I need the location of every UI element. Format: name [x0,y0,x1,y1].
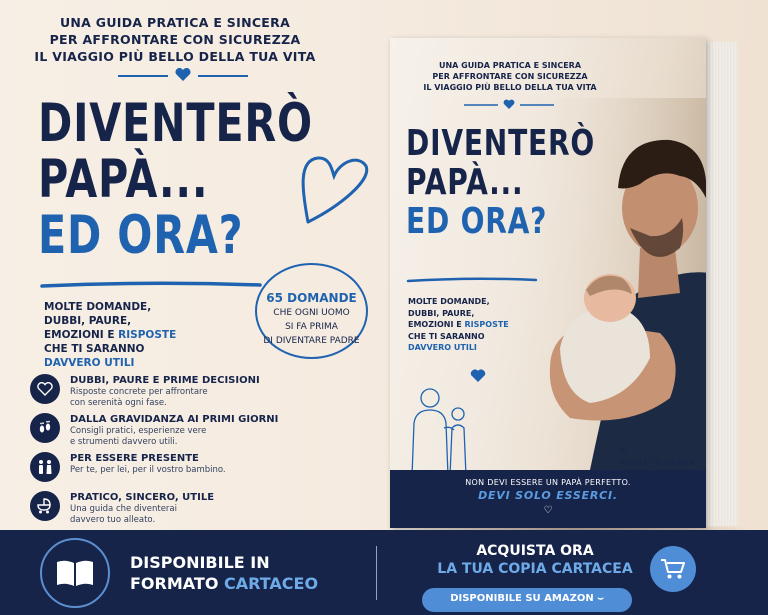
book-subtitle-line: MOLTE DOMANDE, [408,297,490,306]
hand-drawn-heart-icon [300,150,370,230]
feature-title: DUBBI, PAURE E PRIME DECISIONI [70,375,260,386]
feature-desc: con serenità ogni fase. [70,398,167,408]
buy-line: ACQUISTA ORA [476,543,594,559]
heart-icon [30,374,60,404]
availability-line [130,573,318,594]
author-prefix: di [620,446,627,455]
subtitle-line: DUBBI, PAURE, [44,315,132,327]
book-subtitle [408,296,509,354]
book-band [390,470,706,528]
amazon-smile-icon: ⌣ [597,593,604,604]
book-subtitle-line: DUBBI, PAURE, [408,308,475,318]
subtitle-line: MOLTE DOMANDE, [44,301,152,313]
subtitle [44,300,176,370]
book-title-highlight: ED ORA? [406,201,548,242]
feature-item [30,452,280,483]
tagline [20,14,330,65]
book-title [406,124,595,241]
availability-highlight: CARTACEO [224,574,319,593]
feature-title: PRATICO, SINCERO, UTILE [70,492,215,503]
subtitle-text: EMOZIONI E [44,329,119,341]
book-subtitle-highlight: RISPOSTE [464,320,509,329]
brush-underline [40,280,262,290]
band-line: NON DEVI ESSERE UN PAPÀ PERFETTO. [465,478,631,487]
feature-item [30,413,280,447]
main-title [38,93,313,266]
feature-item [30,374,280,408]
book-tagline-line: PER AFFRONTARE CON SICUREZZA [432,72,588,81]
divider [376,546,377,600]
badge-text: SI FA PRIMA [285,322,338,332]
cart-icon[interactable] [650,546,696,592]
book-subtitle-text: EMOZIONI E [408,320,465,329]
title-line-highlight: ED ORA? [38,205,244,266]
feature-desc: Risposte concrete per affrontare [70,387,208,397]
book-author [620,445,694,469]
buy-highlight: LA TUA COPIA CARTACEA [437,561,633,577]
title-line: DIVENTERÒ [38,93,313,154]
badge-text: CHE OGNI UOMO [273,308,350,318]
tagline-line: UNA GUIDA PRATICA E SINCERA [59,15,291,30]
feature-desc: davvero tuo alleato. [70,515,156,525]
tagline-line: IL VIAGGIO PIÙ BELLO DELLA TUA VITA [34,49,316,64]
book-subtitle-highlight: DAVVERO UTILI [408,343,477,352]
footprints-icon [30,413,60,443]
feature-title: PER ESSERE PRESENTE [70,453,199,464]
book-tagline-line: UNA GUIDA PRATICA E SINCERA [438,61,582,70]
availability-line: DISPONIBILE IN [130,553,270,572]
buy-now-text [420,542,650,578]
feature-desc: e strumenti davvero utili. [70,437,178,447]
feature-desc: Consigli pratici, esperienze vere [70,426,207,436]
feature-list [30,374,280,530]
open-book-icon [40,538,110,608]
subtitle-highlight: DAVVERO UTILI [44,357,135,369]
availability-text [130,552,318,594]
badge-text: DI DIVENTARE PADRE [263,336,360,346]
book-title-line: DIVENTERÒ [406,123,596,164]
book-tagline [410,60,610,93]
father-child-line-art [402,368,492,478]
book-tagline-line: IL VIAGGIO PIÙ BELLO DELLA TUA VITA [423,83,597,92]
badge-count: 65 DOMANDE [266,291,357,305]
band-highlight: DEVI SOLO ESSERCI. [478,489,618,502]
book-subtitle-line [408,319,509,331]
feature-item [30,491,280,525]
author-name: NICOLA TRUSSARDI [620,458,695,467]
feature-title: DALLA GRAVIDANZA AI PRIMI GIORNI [70,414,279,425]
bottom-bar [0,530,768,615]
title-line: PAPÀ... [38,149,209,210]
subtitle-line: CHE TI SARANNO [44,343,145,355]
tagline-line: PER AFFRONTARE CON SICUREZZA [49,32,301,47]
heart-divider-icon [464,98,554,110]
amazon-button-label: DISPONIBILE SU AMAZON [450,593,594,604]
book-title-line: PAPÀ... [406,162,524,203]
questions-badge [255,263,368,359]
feature-desc: Per te, per lei, per il vostro bambino. [70,465,226,475]
heart-divider-icon [118,68,248,82]
heart-outline-icon: ♡ [543,505,553,516]
book-pages-edge [702,42,738,527]
availability-text-part: FORMATO [130,574,224,593]
subtitle-highlight: RISPOSTE [118,329,177,341]
subtitle-line [44,328,176,342]
book-brush-underline [406,276,538,284]
stroller-icon [30,491,60,521]
book-subtitle-line: CHE TI SARANNO [408,331,485,341]
amazon-button[interactable] [422,588,632,612]
family-icon [30,452,60,482]
book-cover [390,38,706,528]
feature-desc: Una guida che diventerai [70,504,177,514]
